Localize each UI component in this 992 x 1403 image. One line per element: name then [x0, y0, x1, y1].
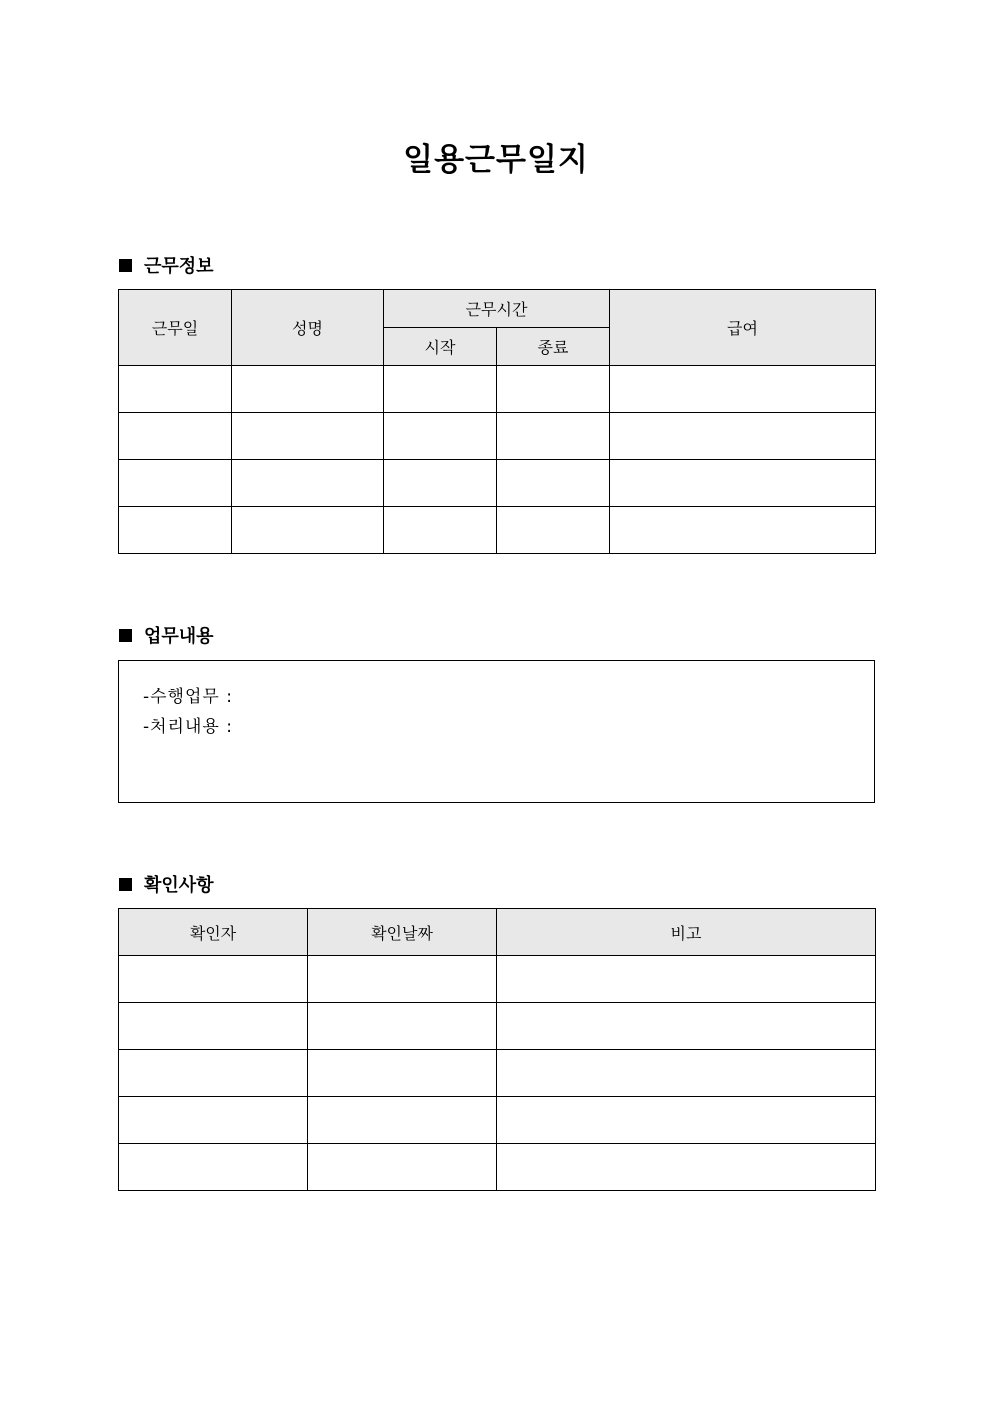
- end-cell[interactable]: [497, 460, 610, 507]
- work-content-heading: [119, 623, 214, 647]
- name-cell[interactable]: [232, 507, 384, 554]
- end-cell[interactable]: [497, 507, 610, 554]
- confirm-date-cell[interactable]: [308, 1050, 497, 1097]
- header-end: 종료: [497, 328, 610, 366]
- confirmer-cell[interactable]: [119, 1003, 308, 1050]
- table-row: [119, 1097, 876, 1144]
- work-date-cell[interactable]: [119, 507, 232, 554]
- name-cell[interactable]: [232, 366, 384, 413]
- confirmation-heading: [119, 872, 214, 896]
- start-cell[interactable]: [384, 507, 497, 554]
- work-date-cell[interactable]: [119, 366, 232, 413]
- pay-cell[interactable]: [610, 366, 876, 413]
- work-date-cell[interactable]: [119, 460, 232, 507]
- table-row: [119, 1050, 876, 1097]
- work-date-cell[interactable]: [119, 413, 232, 460]
- table-row: [119, 1144, 876, 1191]
- start-cell[interactable]: [384, 413, 497, 460]
- work-content-heading-text: 업무내용: [144, 626, 214, 647]
- header-confirm-date: 확인날짜: [308, 909, 497, 956]
- confirm-date-cell[interactable]: [308, 956, 497, 1003]
- confirmer-cell[interactable]: [119, 956, 308, 1003]
- table-row: [119, 413, 876, 460]
- remarks-cell[interactable]: [497, 1050, 876, 1097]
- table-row: [119, 460, 876, 507]
- header-name: 성명: [232, 290, 384, 366]
- confirmer-cell[interactable]: [119, 1144, 308, 1191]
- name-cell[interactable]: [232, 460, 384, 507]
- header-confirmer: 확인자: [119, 909, 308, 956]
- end-cell[interactable]: [497, 366, 610, 413]
- remarks-cell[interactable]: [497, 1097, 876, 1144]
- confirm-date-cell[interactable]: [308, 1097, 497, 1144]
- table-row: [119, 366, 876, 413]
- header-pay: 급여: [610, 290, 876, 366]
- work-info-heading: [119, 253, 214, 277]
- confirmer-cell[interactable]: [119, 1050, 308, 1097]
- table-row: [119, 507, 876, 554]
- work-info-heading-text: 근무정보: [144, 256, 214, 277]
- task-label: -수행업무 :: [143, 687, 233, 707]
- confirm-date-cell[interactable]: [308, 1144, 497, 1191]
- pay-cell[interactable]: [610, 507, 876, 554]
- confirmation-table: [118, 908, 876, 1191]
- confirm-date-cell[interactable]: [308, 1003, 497, 1050]
- name-cell[interactable]: [232, 413, 384, 460]
- document-title: 일용근무일지: [403, 142, 589, 178]
- header-work-time: 근무시간: [384, 290, 610, 328]
- work-content-box[interactable]: [118, 660, 875, 803]
- work-info-table: [118, 289, 876, 554]
- pay-cell[interactable]: [610, 413, 876, 460]
- confirmation-heading-text: 확인사항: [144, 875, 214, 896]
- header-remarks: 비고: [497, 909, 876, 956]
- process-label: -처리내용 :: [143, 717, 233, 737]
- square-bullet-icon: [119, 629, 132, 642]
- remarks-cell[interactable]: [497, 1144, 876, 1191]
- square-bullet-icon: [119, 878, 132, 891]
- header-work-date: 근무일: [119, 290, 232, 366]
- header-start: 시작: [384, 328, 497, 366]
- remarks-cell[interactable]: [497, 956, 876, 1003]
- table-row: [119, 1003, 876, 1050]
- remarks-cell[interactable]: [497, 1003, 876, 1050]
- pay-cell[interactable]: [610, 460, 876, 507]
- start-cell[interactable]: [384, 366, 497, 413]
- end-cell[interactable]: [497, 413, 610, 460]
- table-row: [119, 956, 876, 1003]
- square-bullet-icon: [119, 259, 132, 272]
- start-cell[interactable]: [384, 460, 497, 507]
- confirmer-cell[interactable]: [119, 1097, 308, 1144]
